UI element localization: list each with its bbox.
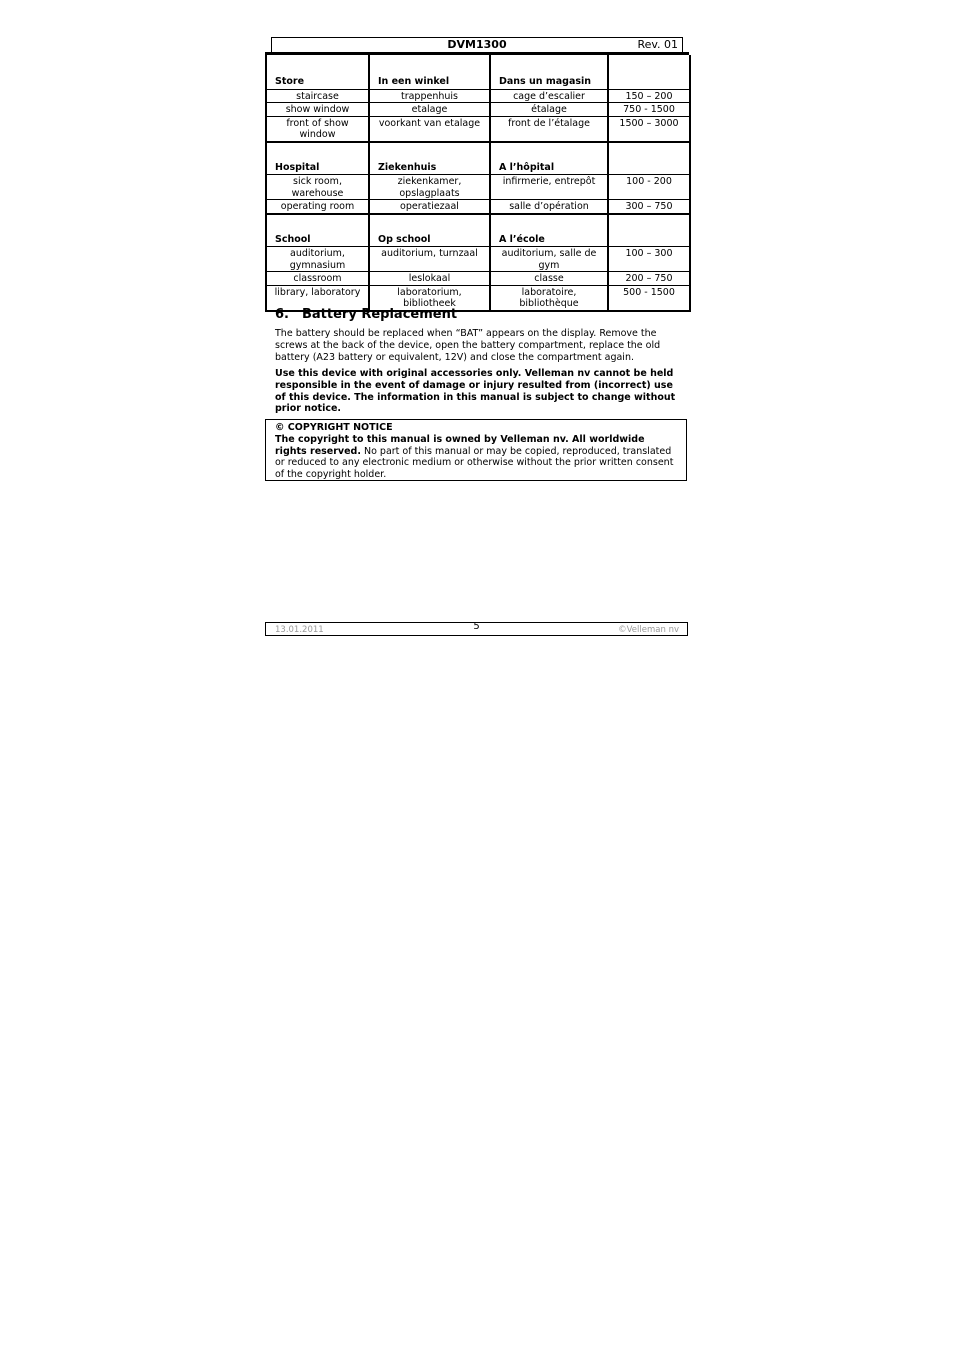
lux-value-cell: 300 – 750 xyxy=(608,200,690,214)
group-heading-cell: A l’hôpital xyxy=(490,142,608,175)
location-cell-fr: salle d’opération xyxy=(490,200,608,214)
lux-value-cell: 150 – 200 xyxy=(608,89,690,103)
location-cell-nl: auditorium, turnzaal xyxy=(369,247,490,272)
revision-label: Rev. 01 xyxy=(637,38,678,51)
empty-cell xyxy=(608,55,690,89)
copyright-notice xyxy=(265,419,687,481)
lux-value-cell: 750 - 1500 xyxy=(608,103,690,117)
copyright-title: © COPYRIGHT NOTICE xyxy=(275,422,393,433)
battery-instructions: The battery should be replaced when “BAT” appears on the display. Remove the screws at the back of the device, open the battery compartment, replace the old battery (A23 battery or equivalent, 12V) and close the compartment again. xyxy=(275,328,661,363)
location-cell-fr: front de l’étalage xyxy=(490,116,608,142)
empty-cell xyxy=(608,142,690,175)
copyright-text: No part of this manual or may be copied, reproduced, translated or reduced to any electronic medium or otherwise without the prior written consent of the copyright holder. xyxy=(275,445,674,481)
section-title: Battery Replacement xyxy=(302,307,458,322)
group-heading-cell: Hospital xyxy=(266,142,369,175)
location-cell-fr: infirmerie, entrepôt xyxy=(490,175,608,200)
model-number: DVM1300 xyxy=(447,38,507,51)
illuminance-table xyxy=(265,55,691,312)
page-number: 5 xyxy=(473,621,480,632)
group-heading-cell: Dans un magasin xyxy=(490,55,608,89)
group-heading-cell: Store xyxy=(266,55,369,89)
group-heading-cell: Ziekenhuis xyxy=(369,142,490,175)
group-heading-cell: A l’école xyxy=(490,214,608,247)
location-cell-en: auditorium, gymnasium xyxy=(266,247,369,272)
location-cell-en: front of show window xyxy=(266,116,369,142)
group-heading-cell: In een winkel xyxy=(369,55,490,89)
copyright-lead: The copyright to this manual is owned by Velleman nv. All worldwide rights reserved. xyxy=(275,433,645,457)
location-cell-nl: ziekenkamer, opslagplaats xyxy=(369,175,490,200)
illuminance-table-body xyxy=(266,55,690,311)
page-footer xyxy=(265,622,688,636)
location-cell-fr: cage d’escalier xyxy=(490,89,608,103)
footer-date: 13.01.2011 xyxy=(275,625,324,635)
disclaimer: Use this device with original accessories only. Velleman nv cannot be held responsible in the event of damage or injury resulted from (incorrect) use of this device. The information in this manual is subject to change without prior notice. xyxy=(275,368,676,415)
table-group-row xyxy=(266,142,690,175)
lux-value-cell: 1500 – 3000 xyxy=(608,116,690,142)
location-cell-en: show window xyxy=(266,103,369,117)
table-row xyxy=(266,247,690,272)
location-cell-nl: operatiezaal xyxy=(369,200,490,214)
document-header xyxy=(271,37,683,53)
footer-owner: ©Velleman nv xyxy=(618,625,679,635)
empty-cell xyxy=(608,214,690,247)
location-cell-nl: leslokaal xyxy=(369,272,490,286)
table-row xyxy=(266,89,690,103)
table-group-row xyxy=(266,214,690,247)
lux-value-cell: 200 – 750 xyxy=(608,272,690,286)
location-cell-en: operating room xyxy=(266,200,369,214)
location-cell-en: sick room, warehouse xyxy=(266,175,369,200)
table-row xyxy=(266,272,690,286)
lux-value-cell: 100 - 200 xyxy=(608,175,690,200)
table-row xyxy=(266,200,690,214)
lux-value-cell: 500 - 1500 xyxy=(608,285,690,311)
table-group-row xyxy=(266,55,690,89)
location-cell-en: staircase xyxy=(266,89,369,103)
location-cell-fr: laboratoire, bibliothèque xyxy=(490,285,608,311)
location-cell-nl: voorkant van etalage xyxy=(369,116,490,142)
location-cell-en: classroom xyxy=(266,272,369,286)
group-heading-cell: School xyxy=(266,214,369,247)
location-cell-en: library, laboratory xyxy=(266,285,369,311)
table-row xyxy=(266,175,690,200)
section-heading xyxy=(275,307,457,322)
location-cell-fr: auditorium, salle de gym xyxy=(490,247,608,272)
table-row xyxy=(266,103,690,117)
section-number: 6. xyxy=(275,307,289,322)
lux-value-cell: 100 – 300 xyxy=(608,247,690,272)
table-row xyxy=(266,116,690,142)
location-cell-nl: trappenhuis xyxy=(369,89,490,103)
location-cell-nl: laboratorium, bibliotheek xyxy=(369,285,490,311)
location-cell-fr: étalage xyxy=(490,103,608,117)
location-cell-nl: etalage xyxy=(369,103,490,117)
group-heading-cell: Op school xyxy=(369,214,490,247)
location-cell-fr: classe xyxy=(490,272,608,286)
